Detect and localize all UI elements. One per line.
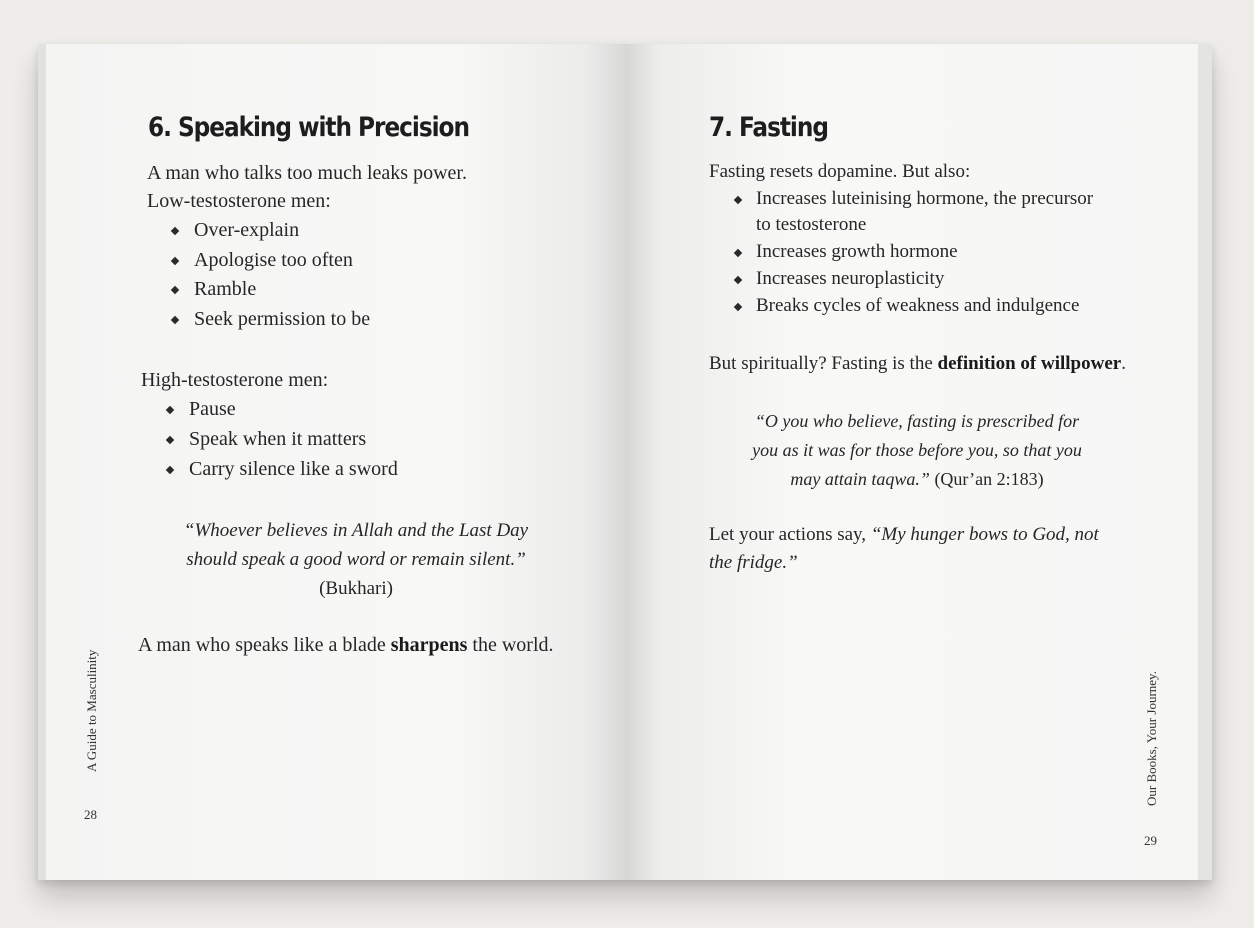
- page-number-left: 28: [84, 807, 97, 822]
- quote-source: (Bukhari): [319, 578, 393, 599]
- diamond-bullet-icon: [171, 316, 179, 324]
- list-item: Breaks cycles of weakness and indulgence: [735, 295, 1079, 317]
- quran-quote: [737, 407, 1097, 494]
- italic-quote: “My hunger bows to God, not: [870, 524, 1099, 545]
- book-spread: [38, 44, 1212, 880]
- quote-line: “O you who believe, fasting is prescribed for: [754, 411, 1080, 431]
- italic-quote: the fridge.”: [709, 552, 798, 573]
- quote-source: (Qur’an 2:183): [929, 469, 1044, 489]
- list-item: Ramble: [172, 278, 256, 301]
- diamond-bullet-icon: [166, 466, 174, 474]
- page-number-right: 29: [1144, 833, 1157, 848]
- list-item: Seek permission to be: [172, 308, 370, 331]
- diamond-bullet-icon: [171, 227, 179, 235]
- left-page-title: 6. Speaking with Precision: [148, 112, 469, 143]
- list-item: Carry silence like a sword: [167, 458, 398, 481]
- list-item: Over-explain: [172, 219, 299, 242]
- diamond-bullet-icon: [171, 257, 179, 265]
- spiritual-line: But spiritually? Fasting is the definition of willpower.: [709, 353, 1126, 374]
- bold-phrase: definition of willpower: [937, 353, 1122, 374]
- left-closing-line: A man who speaks like a blade sharpens the world.: [138, 634, 554, 656]
- quote-line: may attain taqwa.”: [790, 469, 930, 489]
- action-line-1: Let your actions say, “My hunger bows to God, not: [709, 524, 1099, 545]
- right-intro-line: Fasting resets dopamine. But also:: [709, 161, 971, 182]
- quote-line: you as it was for those before you, so that you: [752, 440, 1082, 460]
- left-intro-line-2: Low-testosterone men:: [147, 190, 331, 212]
- diamond-bullet-icon: [734, 196, 742, 204]
- right-page-title: 7. Fasting: [709, 112, 828, 143]
- diamond-bullet-icon: [734, 303, 742, 311]
- list-item: Increases growth hormone: [735, 241, 958, 263]
- list-item: Pause: [167, 398, 236, 421]
- list-item: Apologise too often: [172, 249, 353, 272]
- bukhari-quote: [156, 516, 556, 603]
- running-head-left: A Guide to Masculinity: [84, 649, 99, 772]
- list-item-continuation: to testosterone: [756, 214, 867, 235]
- quote-line: should speak a good word or remain silent.”: [186, 549, 526, 570]
- left-intro-line-1: A man who talks too much leaks power.: [147, 162, 467, 184]
- list-item: Speak when it matters: [167, 428, 366, 451]
- diamond-bullet-icon: [734, 249, 742, 257]
- diamond-bullet-icon: [171, 286, 179, 294]
- diamond-bullet-icon: [166, 436, 174, 444]
- running-head-right: Our Books, Your Journey.: [1144, 671, 1159, 806]
- bold-word: sharpens: [390, 634, 468, 656]
- list-item: Increases luteinising hormone, the precursor: [735, 188, 1093, 210]
- left-page: [38, 44, 625, 880]
- high-testosterone-heading: High-testosterone men:: [141, 369, 329, 391]
- action-line-2: [709, 552, 798, 574]
- diamond-bullet-icon: [166, 406, 174, 414]
- list-item: Increases neuroplasticity: [735, 268, 944, 290]
- right-page: [625, 44, 1212, 880]
- quote-line: “Whoever believes in Allah and the Last Day: [183, 520, 529, 541]
- diamond-bullet-icon: [734, 276, 742, 284]
